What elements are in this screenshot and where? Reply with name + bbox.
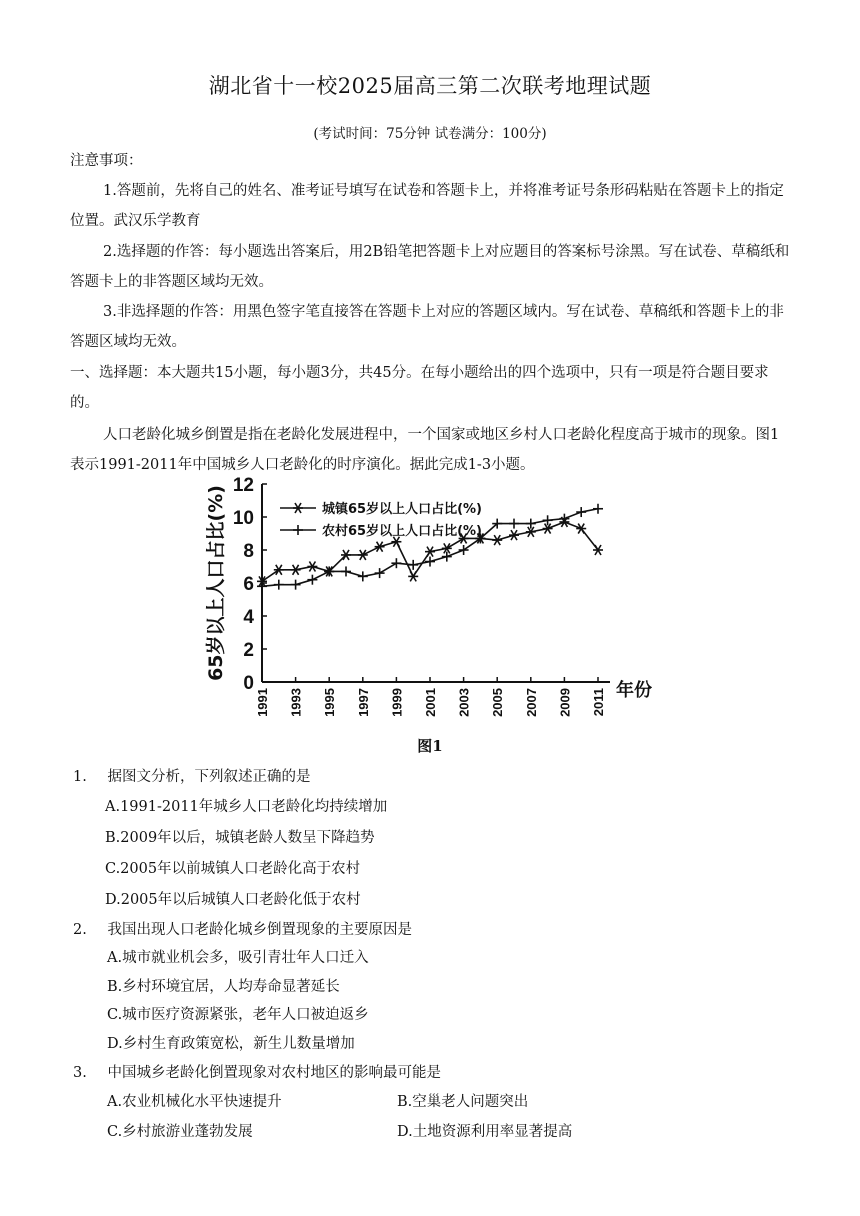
x-tick-label: 2009 bbox=[557, 688, 573, 717]
y-tick-label: 2 bbox=[243, 640, 254, 661]
section-heading: 一、选择题：本大题共15小题，每小题3分，共45分。在每小题给出的四个选项中，只有一项是符合题目要求的。 bbox=[70, 365, 769, 411]
question-number: 3. bbox=[73, 1065, 87, 1081]
option-a[interactable]: A.城市就业机会多，吸引青壮年人口迁入 bbox=[107, 950, 369, 966]
option-a[interactable]: A.1991-2011年城乡人口老龄化均持续增加 bbox=[105, 799, 388, 815]
question-number: 1. bbox=[73, 769, 87, 785]
option-a[interactable]: A.农业机械化水平快速提升 bbox=[107, 1094, 282, 1110]
rural-data-point bbox=[543, 515, 553, 525]
y-axis-label: 65岁以上人口占比(%) bbox=[205, 485, 227, 681]
legend-marker-rural bbox=[293, 525, 303, 535]
rural-data-point bbox=[593, 504, 603, 514]
y-tick-label: 4 bbox=[243, 607, 254, 628]
option-d[interactable]: D.乡村生育政策宽松，新生儿数量增加 bbox=[107, 1036, 355, 1052]
note-3: 3.非选择题的作答：用黑色签字笔直接答在答题卡上对应的答题区域内。写在试卷、草稿纸和答题卡上的非答题区域均无效。 bbox=[70, 304, 784, 350]
y-tick-label: 8 bbox=[243, 541, 254, 562]
rural-data-point bbox=[391, 558, 401, 568]
x-tick-label: 2007 bbox=[523, 688, 539, 717]
urban-data-point bbox=[509, 530, 519, 540]
x-tick-label: 1997 bbox=[355, 688, 371, 717]
notes-heading: 注意事项： bbox=[70, 153, 143, 169]
rural-data-point bbox=[341, 566, 351, 576]
urban-data-point bbox=[492, 535, 502, 545]
question-stem: 据图文分析，下列叙述正确的是 bbox=[107, 769, 311, 785]
urban-data-point bbox=[425, 547, 435, 557]
rural-data-point bbox=[274, 580, 284, 590]
option-b[interactable]: B.空巢老人问题突出 bbox=[397, 1094, 529, 1110]
question-2 bbox=[73, 918, 412, 939]
x-tick-label: 2005 bbox=[490, 688, 506, 717]
aging-line-chart bbox=[200, 472, 660, 757]
urban-data-point bbox=[375, 542, 385, 552]
x-tick-label: 1995 bbox=[322, 688, 338, 717]
y-tick-label: 0 bbox=[243, 673, 254, 694]
question-stem: 中国城乡老龄化倒置现象对农村地区的影响最可能是 bbox=[107, 1065, 441, 1081]
question-number: 2. bbox=[73, 922, 87, 938]
option-d[interactable]: D.2005年以后城镇人口老龄化低于农村 bbox=[105, 892, 361, 908]
option-b[interactable]: B.乡村环境宜居，人均寿命显著延长 bbox=[107, 979, 340, 995]
legend-marker-urban bbox=[293, 503, 303, 513]
rural-data-point bbox=[442, 552, 452, 562]
option-c[interactable]: C.城市医疗资源紧张，老年人口被迫返乡 bbox=[107, 1007, 369, 1023]
document-title: 湖北省十一校2025届高三第二次联考地理试题 bbox=[208, 74, 652, 98]
rural-data-point bbox=[576, 507, 586, 517]
question-intro: 人口老龄化城乡倒置是指在老龄化发展进程中，一个国家或地区乡村人口老龄化程度高于城市的现象。图1 表示1991-2011年中国城乡人口老龄化的时序演化。据此完成1-3小题。 bbox=[70, 427, 780, 473]
x-tick-label: 2011 bbox=[591, 688, 606, 717]
x-axis-label: 年份 bbox=[616, 680, 652, 701]
note-2: 2.选择题的作答：每小题选出答案后，用2B铅笔把答题卡上对应题目的答案标号涂黑。写在试卷、草稿纸和答题卡上的非答题区域均无效。 bbox=[70, 244, 790, 290]
x-tick-label: 1999 bbox=[389, 688, 405, 717]
urban-data-point bbox=[291, 565, 301, 575]
rural-data-point bbox=[375, 568, 385, 578]
urban-data-point bbox=[358, 550, 368, 560]
urban-data-point bbox=[274, 565, 284, 575]
rural-data-point bbox=[307, 575, 317, 585]
option-b[interactable]: B.2009年以后，城镇老龄人数呈下降趋势 bbox=[105, 830, 375, 846]
option-c[interactable]: C.乡村旅游业蓬勃发展 bbox=[107, 1124, 253, 1140]
y-tick-label: 6 bbox=[243, 574, 254, 595]
option-c[interactable]: C.2005年以前城镇人口老龄化高于农村 bbox=[105, 861, 361, 877]
rural-data-point bbox=[358, 571, 368, 581]
question-stem: 我国出现人口老龄化城乡倒置现象的主要原因是 bbox=[107, 922, 412, 938]
rural-data-point bbox=[459, 545, 469, 555]
urban-data-point bbox=[408, 571, 418, 581]
y-tick-label: 12 bbox=[232, 475, 254, 496]
x-tick-label: 2003 bbox=[456, 688, 472, 717]
y-tick-label: 10 bbox=[232, 508, 254, 529]
rural-data-point bbox=[526, 519, 536, 529]
legend-label-rural: 农村65岁以上人口占比(%) bbox=[322, 524, 482, 539]
question-1 bbox=[73, 765, 310, 786]
option-d[interactable]: D.土地资源利用率显著提高 bbox=[397, 1124, 573, 1140]
x-tick-label: 1991 bbox=[255, 688, 270, 717]
x-tick-label: 2001 bbox=[423, 688, 438, 717]
note-1: 1.答题前，先将自己的姓名、准考证号填写在试卷和答题卡上，并将准考证号条形码粘贴在答题卡上的指定位置。武汉乐学教育 bbox=[70, 183, 784, 229]
legend-label-urban: 城镇65岁以上人口占比(%) bbox=[322, 502, 482, 517]
urban-data-point bbox=[307, 562, 317, 572]
figure-caption: 图1 bbox=[417, 737, 443, 755]
rural-data-point bbox=[291, 580, 301, 590]
exam-info: (考试时间：75分钟 试卷满分：100分) bbox=[313, 126, 547, 142]
question-3 bbox=[73, 1061, 441, 1082]
x-tick-label: 1993 bbox=[288, 688, 304, 717]
rural-data-point bbox=[509, 519, 519, 529]
